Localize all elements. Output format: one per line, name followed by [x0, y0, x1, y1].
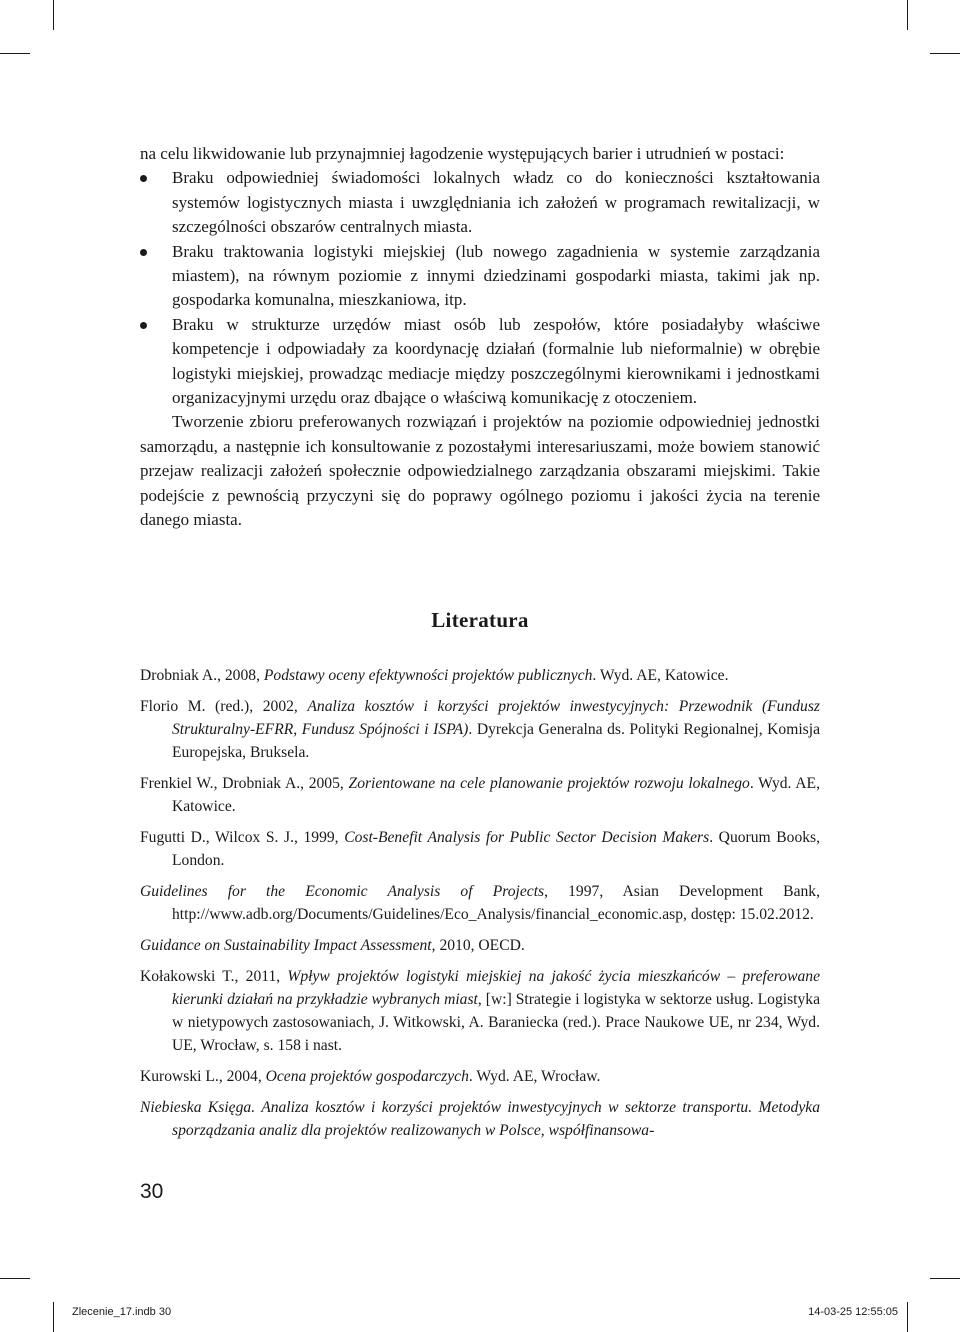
- crop-mark-bottom-left-vertical: [53, 1302, 54, 1332]
- crop-mark-bottom-right-vertical: [907, 1302, 908, 1332]
- crop-mark-bottom-right-horizontal: [930, 1278, 960, 1279]
- crop-mark-top-right-horizontal: [930, 53, 960, 54]
- list-item: Braku odpowiedniej świadomości lokalnych władz co do konieczności kształtowania systemów logistycznych miasta i uwzględniania ich założeń w programach rewitalizacji, w szczególności obszarów centralnych miasta.: [140, 166, 820, 239]
- reference-item: Kurowski L., 2004, Ocena projektów gospodarczych. Wyd. AE, Wrocław.: [140, 1068, 601, 1085]
- closing-paragraph: Tworzenie zbioru preferowanych rozwiązań i projektów na poziomie odpowiedniej jednostki samorządu, a następnie ich konsultowanie z pozostałymi interesariuszami, może bowiem stanowić przejaw realizacji założeń społecznie odpowiedzialnego zarządzania obszarami miejskimi. Takie podejście z pewnością przyczyni się do poprawy ogólnego poziomu i jakości życia na terenie danego miasta.: [140, 412, 820, 530]
- bullet-icon: [140, 249, 147, 256]
- bullet-icon: [140, 175, 147, 182]
- crop-mark-top-left-vertical: [53, 0, 54, 30]
- reference-item: Frenkiel W., Drobniak A., 2005, Zorientowane na cele planowanie projektów rozwoju lokalnego. Wyd. AE, Katowice.: [140, 775, 820, 815]
- intro-paragraph: na celu likwidowanie lub przynajmniej łagodzenie występujących barier i utrudnień w postaci:: [140, 144, 785, 163]
- reference-item: Guidelines for the Economic Analysis of Projects, 1997, Asian Development Bank, http://www.adb.org/Documents/Guidelines/Eco_Analysis/financial_economic.asp, dostęp: 15.02.2012.: [140, 883, 820, 923]
- body-text: [140, 142, 820, 533]
- crop-mark-top-right-vertical: [907, 0, 908, 30]
- slug-file: Zlecenie_17.indb 30: [72, 1306, 172, 1318]
- reference-item: Kołakowski T., 2011, Wpływ projektów logistyki miejskiej na jakość życia mieszkańców – preferowane kierunki działań na przykładzie wybranych miast, [w:] Strategie i logistyka w sektorze usług. Logistyka w nietypowych zastosowaniach, J. Witkowski, A. Baraniecka (red.). Prace Naukowe UE, nr 234, Wyd. UE, Wrocław, s. 158 i nast.: [140, 968, 820, 1054]
- reference-item: Florio M. (red.), 2002, Analiza kosztów i korzyści projektów inwestycyjnych: Przewodnik (Fundusz Strukturalny-EFRR, Fundusz Spójności i ISPA). Dyrekcja Generalna ds. Polityki Regionalnej, Komisja Europejska, Bruksela.: [140, 698, 820, 761]
- reference-item: Drobniak A., 2008, Podstawy oceny efektywności projektów publicznych. Wyd. AE, Katowice.: [140, 667, 729, 684]
- list-item: Braku w strukturze urzędów miast osób lub zespołów, które posiadałyby właściwe kompetencje i odpowiadały za koordynację działań (formalnie lub nieformalnie) w obrębie logistyki miejskiej, prowadząc mediacje między poszczególnymi kierownikami i jednostkami organizacyjnymi urzędu oraz dbające o właściwą komunikację z otoczeniem.: [140, 313, 820, 411]
- crop-mark-bottom-left-horizontal: [0, 1278, 30, 1279]
- list-item: Braku traktowania logistyki miejskiej (lub nowego zagadnienia w systemie zarządzania miastem), na równym poziomie z innymi dziedzinami gospodarki miasta, takimi jak np. gospodarka komunalna, mieszkaniowa, itp.: [140, 240, 820, 313]
- reference-list: [140, 664, 820, 1150]
- slug-timestamp: 14-03-25 12:55:05: [808, 1306, 898, 1318]
- page-number: 30: [140, 1180, 164, 1203]
- reference-item: Fugutti D., Wilcox S. J., 1999, Cost-Benefit Analysis for Public Sector Decision Makers. Quorum Books, London.: [140, 829, 820, 869]
- section-title: Literatura: [431, 608, 529, 632]
- crop-mark-top-left-horizontal: [0, 53, 30, 54]
- bullet-icon: [140, 322, 147, 329]
- reference-item: Guidance on Sustainability Impact Assessment, 2010, OECD.: [140, 937, 525, 954]
- reference-item: Niebieska Księga. Analiza kosztów i korzyści projektów inwestycyjnych w sektorze transportu. Metodyka sporządzania analiz dla projektów realizowanych w Polsce, współfinansowa-: [140, 1099, 820, 1139]
- barrier-list: [140, 166, 820, 410]
